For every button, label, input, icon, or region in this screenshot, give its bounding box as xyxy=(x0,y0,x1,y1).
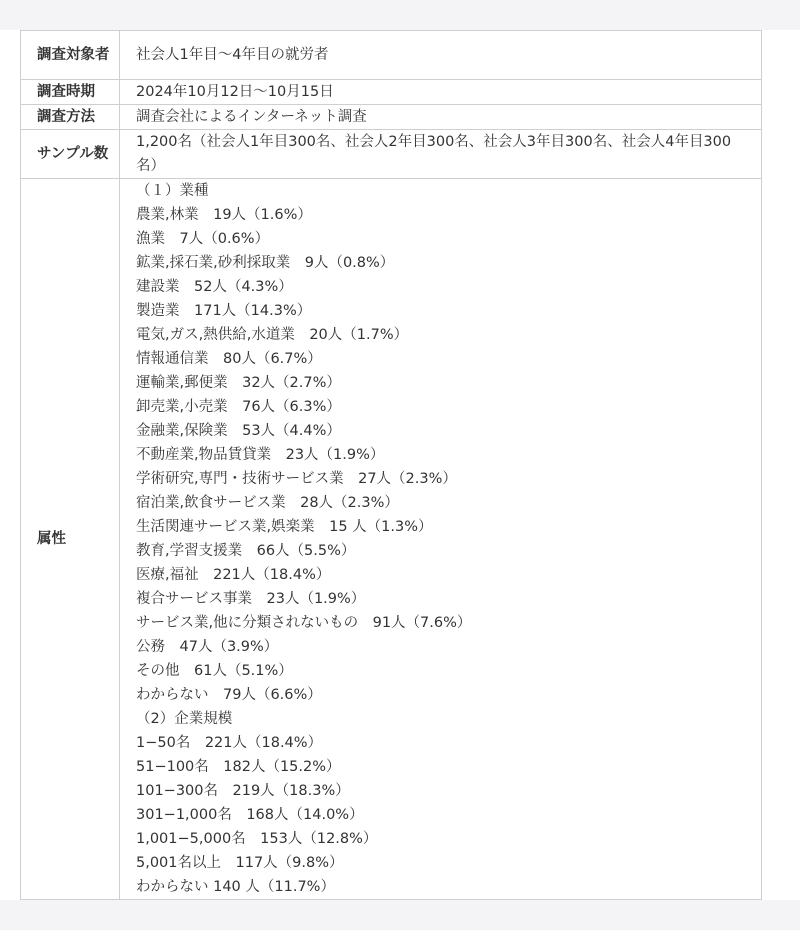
attribute-line: 複合サービス事業 23人（1.9%） xyxy=(136,591,366,607)
attribute-line: わからない 79人（6.6%） xyxy=(136,687,322,703)
attribute-line: （2）企業規模 xyxy=(136,711,233,727)
table-row-sample xyxy=(21,130,762,179)
attribute-line: 運輸業,郵便業 32人（2.7%） xyxy=(136,375,341,391)
row-header-period: 調査時期 xyxy=(21,80,120,105)
attribute-line: 情報通信業 80人（6.7%） xyxy=(136,351,322,367)
attribute-line: （１）業種 xyxy=(136,183,209,199)
row-value-sample: 1,200名（社会人1年目300名、社会人2年目300名、社会人3年目300名、社会人4年目300名） xyxy=(120,130,762,179)
attribute-line: サービス業,他に分類されないもの 91人（7.6%） xyxy=(136,615,472,631)
attribute-line: 製造業 171人（14.3%） xyxy=(136,303,312,319)
table-row-attributes xyxy=(21,179,762,900)
attribute-line: 教育,学習支援業 66人（5.5%） xyxy=(136,543,356,559)
attribute-line: 5,001名以上 117人（9.8%） xyxy=(136,855,344,871)
attribute-line: 301−1,000名 168人（14.0%） xyxy=(136,807,364,823)
attribute-line: 金融業,保険業 53人（4.4%） xyxy=(136,423,341,439)
row-value-target: 社会人1年目〜4年目の就労者 xyxy=(120,31,762,80)
attribute-line: 鉱業,採石業,砂利採取業 9人（0.8%） xyxy=(136,255,395,271)
survey-overview-table xyxy=(20,30,762,900)
attribute-line: 卸売業,小売業 76人（6.3%） xyxy=(136,399,341,415)
attribute-line: 51−100名 182人（15.2%） xyxy=(136,759,341,775)
attribute-line: わからない 140 人（11.7%） xyxy=(136,879,335,895)
row-header-target: 調査対象者 xyxy=(21,31,120,80)
attribute-line: 学術研究,専門・技術サービス業 27人（2.3%） xyxy=(136,471,457,487)
attribute-line: 医療,福祉 221人（18.4%） xyxy=(136,567,331,583)
attribute-line: 101−300名 219人（18.3%） xyxy=(136,783,350,799)
row-header-attributes: 属性 xyxy=(21,179,120,900)
attribute-line: 漁業 7人（0.6%） xyxy=(136,231,270,247)
attribute-line: その他 61人（5.1%） xyxy=(136,663,293,679)
attribute-line: 生活関連サービス業,娯楽業 15 人（1.3%） xyxy=(136,519,433,535)
row-value-attributes xyxy=(120,179,762,900)
row-header-sample: サンプル数 xyxy=(21,130,120,179)
attribute-line: 農業,林業 19人（1.6%） xyxy=(136,207,312,223)
attribute-line: 公務 47人（3.9%） xyxy=(136,639,279,655)
table-row-period xyxy=(21,80,762,105)
attribute-line: 1,001−5,000名 153人（12.8%） xyxy=(136,831,378,847)
content-area xyxy=(0,30,800,900)
attribute-line: 電気,ガス,熱供給,水道業 20人（1.7%） xyxy=(136,327,409,343)
attribute-line: 宿泊業,飲食サービス業 28人（2.3%） xyxy=(136,495,399,511)
attribute-list xyxy=(136,179,745,899)
row-value-period: 2024年10月12日〜10月15日 xyxy=(120,80,762,105)
row-header-method: 調査方法 xyxy=(21,105,120,130)
attribute-line: 不動産業,物品賃貸業 23人（1.9%） xyxy=(136,447,385,463)
attribute-line: 建設業 52人（4.3%） xyxy=(136,279,293,295)
attribute-line: 1−50名 221人（18.4%） xyxy=(136,735,323,751)
row-value-method: 調査会社によるインターネット調査 xyxy=(120,105,762,130)
table-row-target xyxy=(21,31,762,80)
table-row-method xyxy=(21,105,762,130)
